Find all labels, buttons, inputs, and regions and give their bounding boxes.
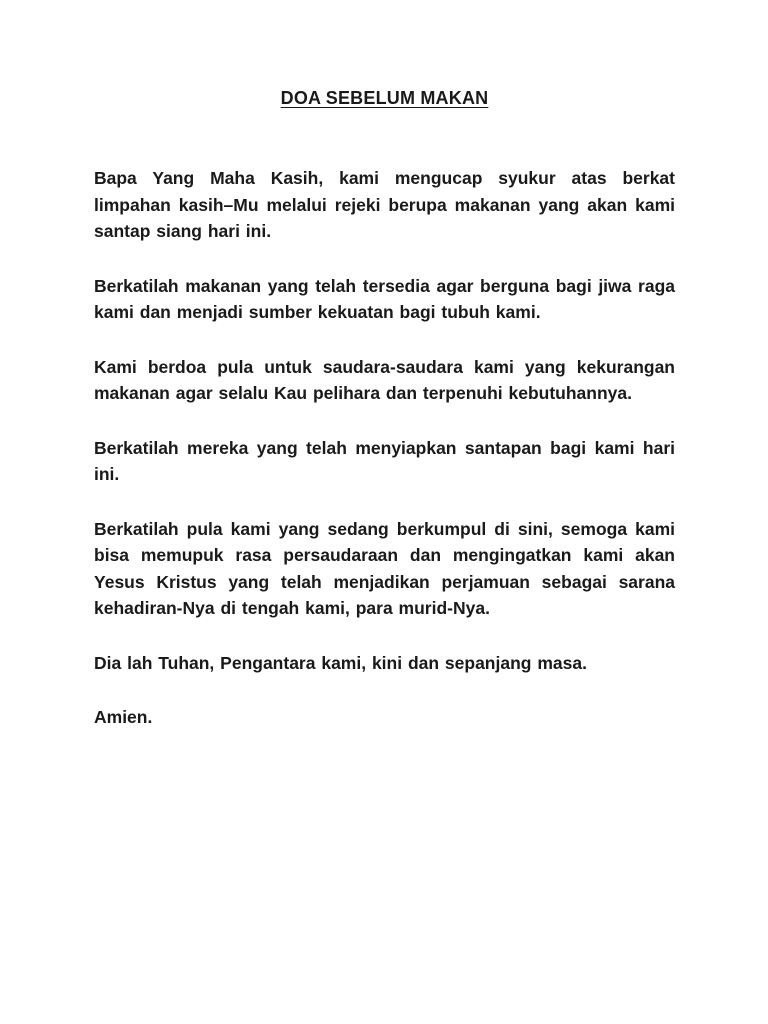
document-title: DOA SEBELUM MAKAN [280, 88, 489, 108]
paragraph-4: Berkatilah mereka yang telah menyiapkan santapan bagi kami hari ini. [94, 437, 675, 484]
paragraph-5: Berkatilah pula kami yang sedang berkumpul di sini, semoga kami bisa memupuk rasa persaudaraan dan mengingatkan kami akan Yesus Kristus yang telah menjadikan perjamuan sebagai sarana kehadiran-Nya di tengah kami, para murid-Nya. [94, 518, 675, 618]
paragraph-1: Bapa Yang Maha Kasih, kami mengucap syukur atas berkat limpahan kasih–Mu melalui rejeki berupa makanan yang akan kami santap siang hari ini. [94, 168, 675, 241]
paragraph-7: Amien. [94, 707, 153, 727]
paragraph-6: Dia lah Tuhan, Pengantara kami, kini dan sepanjang masa. [94, 652, 587, 673]
document-body [94, 165, 675, 731]
paragraph-3: Kami berdoa pula untuk saudara-saudara kami yang kekurangan makanan agar selalu Kau pelihara dan terpenuhi kebutuhannya. [94, 356, 675, 403]
paragraph-2: Berkatilah makanan yang telah tersedia agar berguna bagi jiwa raga kami dan menjadi sumber kekuatan bagi tubuh kami. [94, 275, 675, 322]
